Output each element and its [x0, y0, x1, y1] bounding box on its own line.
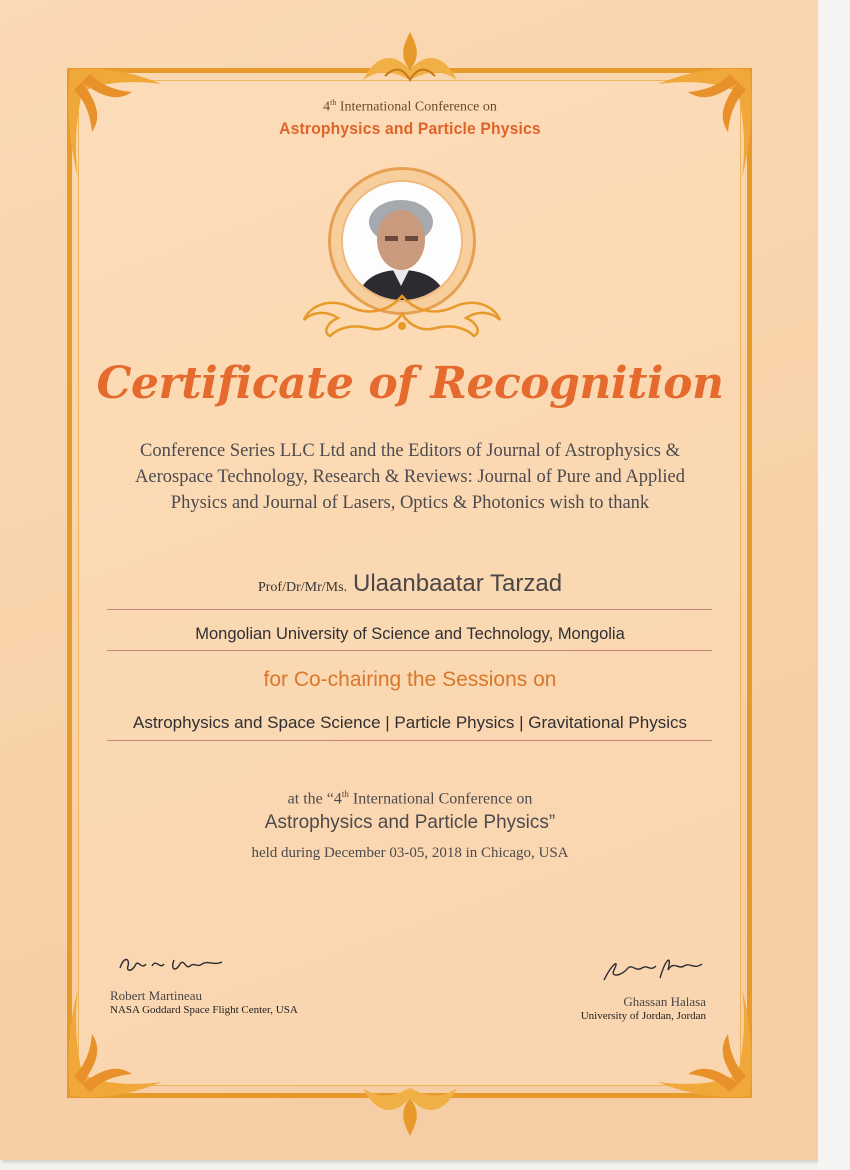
sessions-list: Astrophysics and Space Science | Particle Physics | Gravitational Physics [132, 713, 687, 732]
bottom-center-ornament-icon [355, 1080, 465, 1138]
affiliation-underline [107, 650, 712, 651]
signatory-right [576, 994, 706, 1022]
signatory-left-name: Robert Martineau [110, 988, 203, 1003]
event-dates-location: held during December 03-05, 2018 in Chicago, USA [251, 845, 569, 861]
recipient-line [80, 570, 740, 598]
signatory-right-org: University of Jordan, Jordan [580, 1010, 706, 1022]
certificate-title: Certificate of Recognition [96, 358, 724, 409]
recognition-reason: for Co-chairing the Sessions on [263, 668, 557, 691]
scan-background [818, 0, 850, 1170]
portrait-icon [343, 182, 461, 300]
recipient-name: Ulaanbaatar Tarzad [353, 570, 563, 597]
intro-text: Conference Series LLC Ltd and the Editors of Journal of Astrophysics & Aerospace Technology, Research & Reviews: Journal of Pure and Applied Physics and Journal of Lasers, Optics & Photonics wish to thank [135, 441, 685, 513]
signatory-right-name: Ghassan Halasa [623, 994, 706, 1009]
signature-left [116, 950, 226, 978]
recipient-affiliation: Mongolian University of Science and Technology, Mongolia [195, 625, 625, 643]
conference-edition: 4th International Conference on [323, 98, 497, 115]
signatory-left-org: NASA Goddard Space Flight Center, USA [110, 1004, 298, 1016]
event-edition: at the “4th International Conference on [287, 789, 533, 808]
photo-scroll-ornament-icon [298, 292, 506, 340]
conference-title: Astrophysics and Particle Physics [279, 119, 541, 138]
top-center-ornament-icon [355, 30, 465, 88]
recipient-honorific: Prof/Dr/Mr/Ms. [257, 580, 348, 595]
name-underline [107, 609, 712, 610]
sessions-underline [107, 740, 712, 741]
event-conference-name: Astrophysics and Particle Physics” [264, 812, 556, 833]
signatory-left [110, 988, 298, 1016]
signature-right [598, 950, 708, 984]
recipient-photo [341, 180, 463, 302]
